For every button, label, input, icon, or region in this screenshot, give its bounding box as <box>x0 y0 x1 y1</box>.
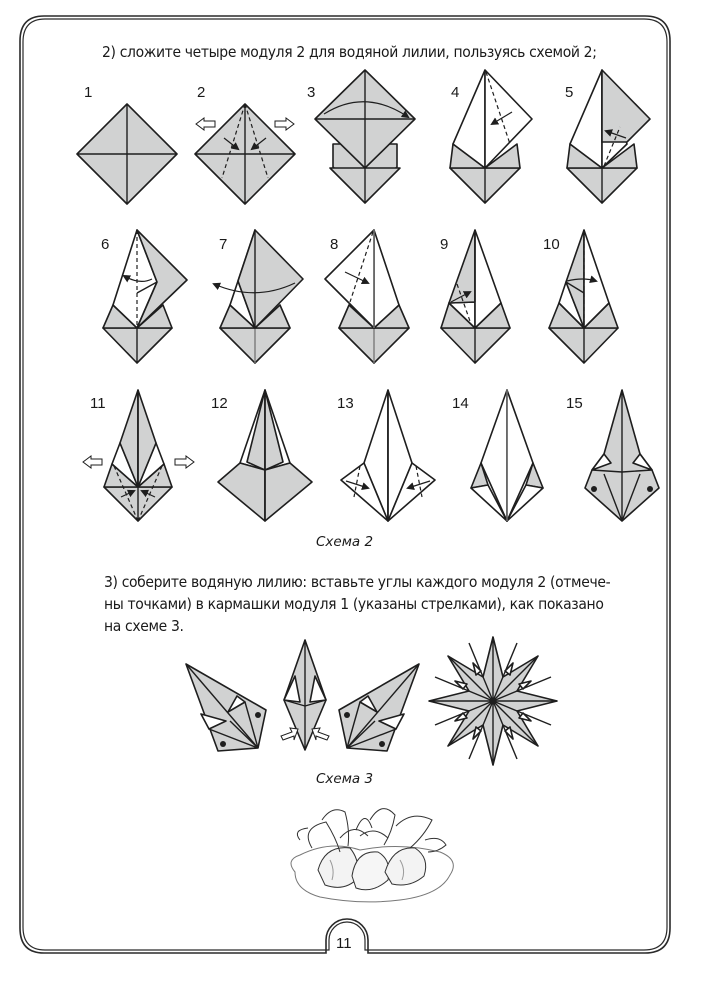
step-label-9: 9 <box>440 236 449 253</box>
diagram-step-4 <box>450 70 532 203</box>
scheme-2-caption: Схема 2 <box>316 534 374 550</box>
hollow-arrow-left-icon <box>83 456 102 468</box>
step-label-3: 3 <box>307 84 316 101</box>
diagram-step-15 <box>585 390 659 521</box>
diagram-step-10 <box>549 230 618 363</box>
diagram-step-1 <box>77 104 177 204</box>
step-label-2: 2 <box>197 84 206 101</box>
diagram-step-2 <box>195 104 295 204</box>
diagram-scheme3-star <box>429 637 557 765</box>
diagram-scheme3-middle-module <box>281 640 329 750</box>
diagram-step-5 <box>567 70 650 203</box>
hollow-arrow-right-icon <box>281 728 298 740</box>
hollow-arrow-right-icon <box>175 456 194 468</box>
step-label-10: 10 <box>543 236 560 253</box>
hollow-arrow-right-icon <box>275 118 294 130</box>
step-3-line-2: ны точками) в кармашки модуля 1 (указаны стрелками), как показано <box>104 595 604 613</box>
page-number: 11 <box>336 935 352 952</box>
step-3-instruction <box>104 571 664 637</box>
step-label-8: 8 <box>330 236 339 253</box>
step-label-1: 1 <box>84 84 93 101</box>
diagram-step-11 <box>83 390 194 521</box>
diagram-step-13 <box>341 390 435 521</box>
step-label-14: 14 <box>452 395 469 412</box>
step-label-4: 4 <box>451 84 460 101</box>
diagram-step-6 <box>103 230 187 363</box>
step-label-11: 11 <box>90 395 106 412</box>
diagram-step-7 <box>214 230 303 363</box>
step-label-6: 6 <box>101 236 110 253</box>
diagram-step-14 <box>471 390 543 521</box>
diagram-scheme3-right-module <box>339 664 419 751</box>
diagram-scheme3-left-module <box>186 664 266 751</box>
diagram-step-12 <box>218 390 312 521</box>
hollow-arrow-left-icon <box>312 728 329 740</box>
scheme-3-caption: Схема 3 <box>316 771 374 787</box>
step-label-7: 7 <box>219 236 228 253</box>
step-2-instruction: 2) сложите четыре модуля 2 для водяной лилии, пользуясь схемой 2; <box>102 43 597 61</box>
water-lily-illustration <box>291 809 453 902</box>
step-label-15: 15 <box>566 395 583 412</box>
hollow-arrow-left-icon <box>196 118 215 130</box>
step-3-line-3: на схеме 3. <box>104 617 184 635</box>
step-label-5: 5 <box>565 84 574 101</box>
step-3-line-1: 3) соберите водяную лилию: вставьте углы каждого модуля 2 (отмече- <box>104 573 611 591</box>
step-label-12: 12 <box>211 395 228 412</box>
diagram-step-8 <box>325 230 409 363</box>
diagram-step-9 <box>441 230 510 363</box>
step-label-13: 13 <box>337 395 354 412</box>
diagram-step-3 <box>315 70 415 203</box>
